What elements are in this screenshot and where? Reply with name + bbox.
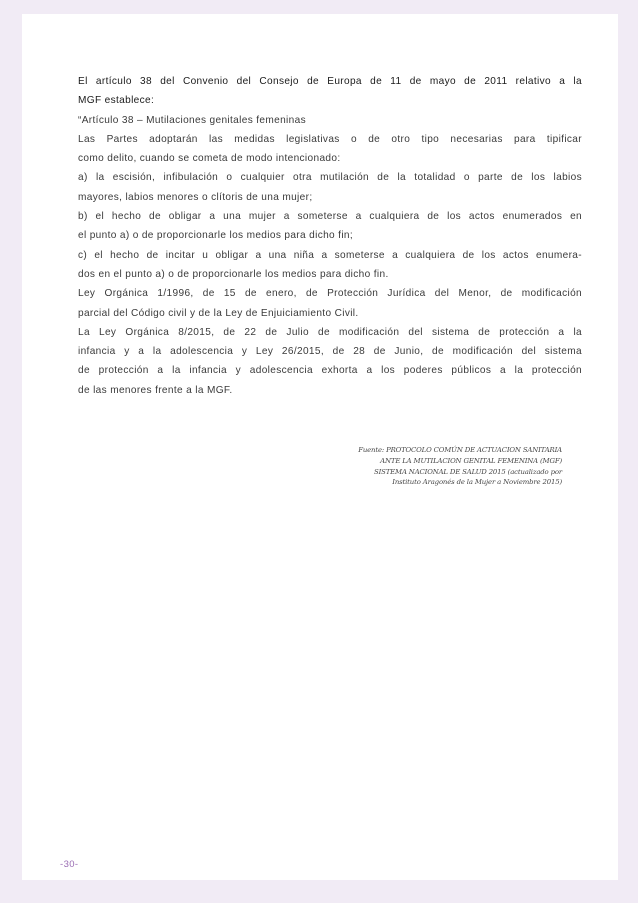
paragraph-line: c) el hecho de incitar u obligar a una niña a someterse a cualquiera de los actos enumera- xyxy=(78,249,582,261)
document-body xyxy=(78,72,582,400)
paragraph-line: b) el hecho de obligar a una mujer a someterse a cualquiera de los actos enumerados en xyxy=(78,211,582,223)
paragraph-line: dos en el punto a) o de proporcionarle los medios para dicho fin. xyxy=(78,268,389,280)
paragraph-line: como delito, cuando se cometa de modo intencionado: xyxy=(78,153,341,165)
paragraph-line: mayores, labios menores o clítoris de una mujer; xyxy=(78,191,313,203)
heading-line: MGF establece: xyxy=(78,95,155,107)
paragraph-line: parcial del Código civil y de la Ley de Enjuiciamiento Civil. xyxy=(78,307,359,319)
paragraph-line: a) la escisión, infibulación o cualquier otra mutilación de la totalidad o parte de los labios xyxy=(78,172,582,184)
source-line: Instituto Aragonés de la Mujer a Noviembre 2015) xyxy=(392,478,562,487)
document-page xyxy=(22,14,618,880)
heading-line: El artículo 38 del Convenio del Consejo de Europa de 11 de mayo de 2011 relativo a la xyxy=(78,76,582,87)
page-number: -30- xyxy=(60,859,79,870)
source-citation xyxy=(302,445,562,488)
paragraph-line: Ley Orgánica 1/1996, de 15 de enero, de Protección Jurídica del Menor, de modificación xyxy=(78,288,582,300)
paragraph-line: Las Partes adoptarán las medidas legislativas o de otro tipo necesarias para tipificar xyxy=(78,133,582,145)
paragraph-line: de las menores frente a la MGF. xyxy=(78,384,233,396)
source-line: SISTEMA NACIONAL DE SALUD 2015 (actualizado por xyxy=(374,467,562,476)
paragraph-line: “Artículo 38 – Mutilaciones genitales femeninas xyxy=(78,114,306,126)
source-line: Fuente: PROTOCOLO COMÚN DE ACTUACION SANITARIA xyxy=(358,446,562,454)
paragraph-line: La Ley Orgánica 8/2015, de 22 de Julio de modificación del sistema de protección a la xyxy=(78,326,582,338)
paragraph-line: infancia y a la adolescencia y Ley 26/2015, de 28 de Junio, de modificación del sistema xyxy=(78,346,582,358)
source-line: ANTE LA MUTILACION GENITAL FEMENINA (MGF) xyxy=(380,456,562,465)
paragraph-line: de protección a la infancia y adolescencia exhorta a los poderes públicos a la protección xyxy=(78,365,582,377)
paragraph-line: el punto a) o de proporcionarle los medios para dicho fin; xyxy=(78,230,354,242)
